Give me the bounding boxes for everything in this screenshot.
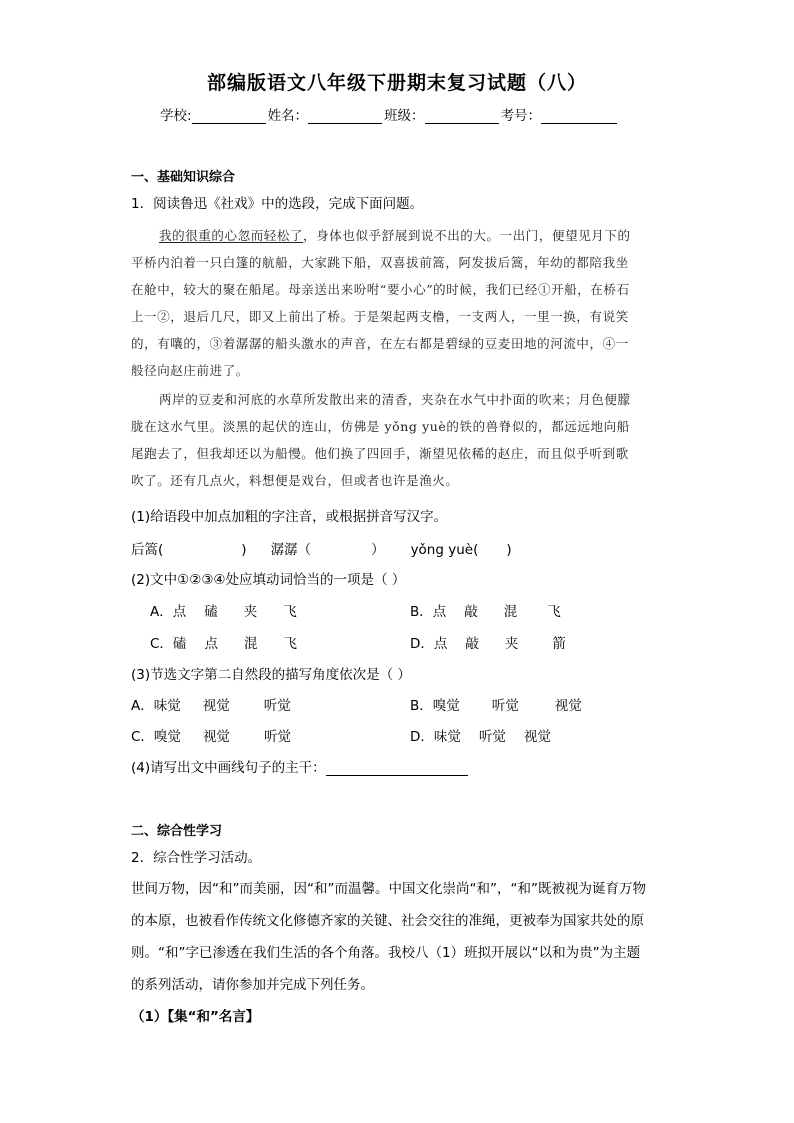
paragraph-line: 的系列活动，请你参加并完成下列任务。	[131, 977, 374, 993]
answer-line[interactable]	[326, 761, 468, 776]
name-label: 姓名：	[267, 108, 309, 124]
option-d[interactable]: D．味觉 听觉 视觉	[410, 729, 551, 745]
sub-question-2: (2)文中①②③④处应填动词恰当的一项是（ ）	[131, 572, 406, 588]
paragraph-line: 则。“和”字已渗透在我们生活的各个角落。我校八（1）班拟开展以“以和为贵”为主题	[131, 945, 641, 961]
passage-line: 我的很重的心忽而轻松了，身体也似乎舒展到说不出的大。一出门，便望见月下的	[159, 228, 631, 243]
exam-no-label: 考号：	[500, 108, 542, 124]
option-a[interactable]: A．点 磕 夹 飞	[150, 604, 297, 620]
passage-line: 上一②，退后几尺，即又上前出了桥。于是架起两支橹，一支两人，一里一换，有说笑	[131, 309, 629, 324]
class-label: 班级：	[384, 108, 425, 124]
passage-line: 胧在这水气里。淡黑的起伏的连山，仿佛是 yǒng yuè的铁的兽脊似的，都远远地向船	[131, 419, 630, 434]
passage-line: 平桥内泊着一只白篷的航船，大家跳下船，双喜拔前篙，阿发拔后篙，年幼的都陪我坐	[131, 255, 629, 270]
student-info-line	[160, 104, 619, 124]
sub-question-1: (1)给语段中加点加粗的字注音，或根据拼音写汉字。	[131, 509, 448, 525]
option-b[interactable]: B．点 敲 混 飞	[410, 604, 561, 620]
passage-line: 尾跑去了，但我却还以为船慢。他们换了四回手，渐望见依稀的赵庄，而且似乎听到歌	[131, 446, 629, 461]
section-heading-1: 一、基础知识综合	[131, 170, 236, 185]
question-2: 2．综合性学习活动。	[131, 850, 262, 866]
option-c[interactable]: C．嗅觉 视觉 听觉	[131, 729, 291, 745]
task-1-heading: （1）【集“和”名言】	[131, 1009, 260, 1025]
option-c[interactable]: C．磕 点 混 飞	[150, 636, 297, 652]
school-label: 学校:	[160, 108, 192, 124]
school-blank[interactable]	[192, 108, 266, 124]
paragraph-line: 世间万物，因“和”而美丽，因“和”而温馨。中国文化崇尚“和”，“和”既被视为诞育万物	[131, 881, 646, 897]
class-blank[interactable]	[425, 108, 499, 124]
passage-line: 吹了。还有几点火，料想便是戏台，但或者也许是渔火。	[131, 473, 459, 488]
page-title: 部编版语文八年级下册期末复习试题（八）	[206, 72, 587, 94]
passage-line: 在舱中，较大的聚在船尾。母亲送出来吩咐“要小心”的时候，我们已经①开船，在桥石	[131, 282, 630, 297]
underlined-sentence: 我的很重的心忽而轻松了	[159, 228, 304, 243]
question-1: 1．阅读鲁迅《社戏》中的选段，完成下面问题。	[131, 196, 424, 212]
passage-line: 般径向赵庄前进了。	[131, 363, 249, 378]
option-a[interactable]: A．味觉 视觉 听觉	[131, 698, 291, 714]
sub-question-3: (3)节选文字第二自然段的描写角度依次是（ ）	[131, 667, 411, 683]
exam-no-blank[interactable]	[541, 108, 617, 124]
paragraph-line: 的本原，也被看作传统文化修德齐家的关键、社会交往的准绳，更被奉为国家共处的原	[131, 913, 644, 929]
passage-line: 两岸的豆麦和河底的水草所发散出来的清香，夹杂在水气中扑面的吹来；月色便朦	[159, 392, 631, 407]
option-d[interactable]: D．点 敲 夹 箭	[410, 636, 566, 652]
sub-question-4: (4)请写出文中画线句子的主干：	[131, 756, 468, 776]
pinyin-answer-row: 后篙( ) 潺潺（ ） yǒng yuè( )	[131, 542, 512, 558]
name-blank[interactable]	[308, 108, 382, 124]
section-heading-2: 二、综合性学习	[131, 824, 223, 839]
passage-line: 的，有嚷的，③着潺潺的船头激水的声音，在左右都是碧绿的豆麦田地的河流中，④一	[131, 336, 629, 351]
option-b[interactable]: B．嗅觉 听觉 视觉	[410, 698, 582, 714]
